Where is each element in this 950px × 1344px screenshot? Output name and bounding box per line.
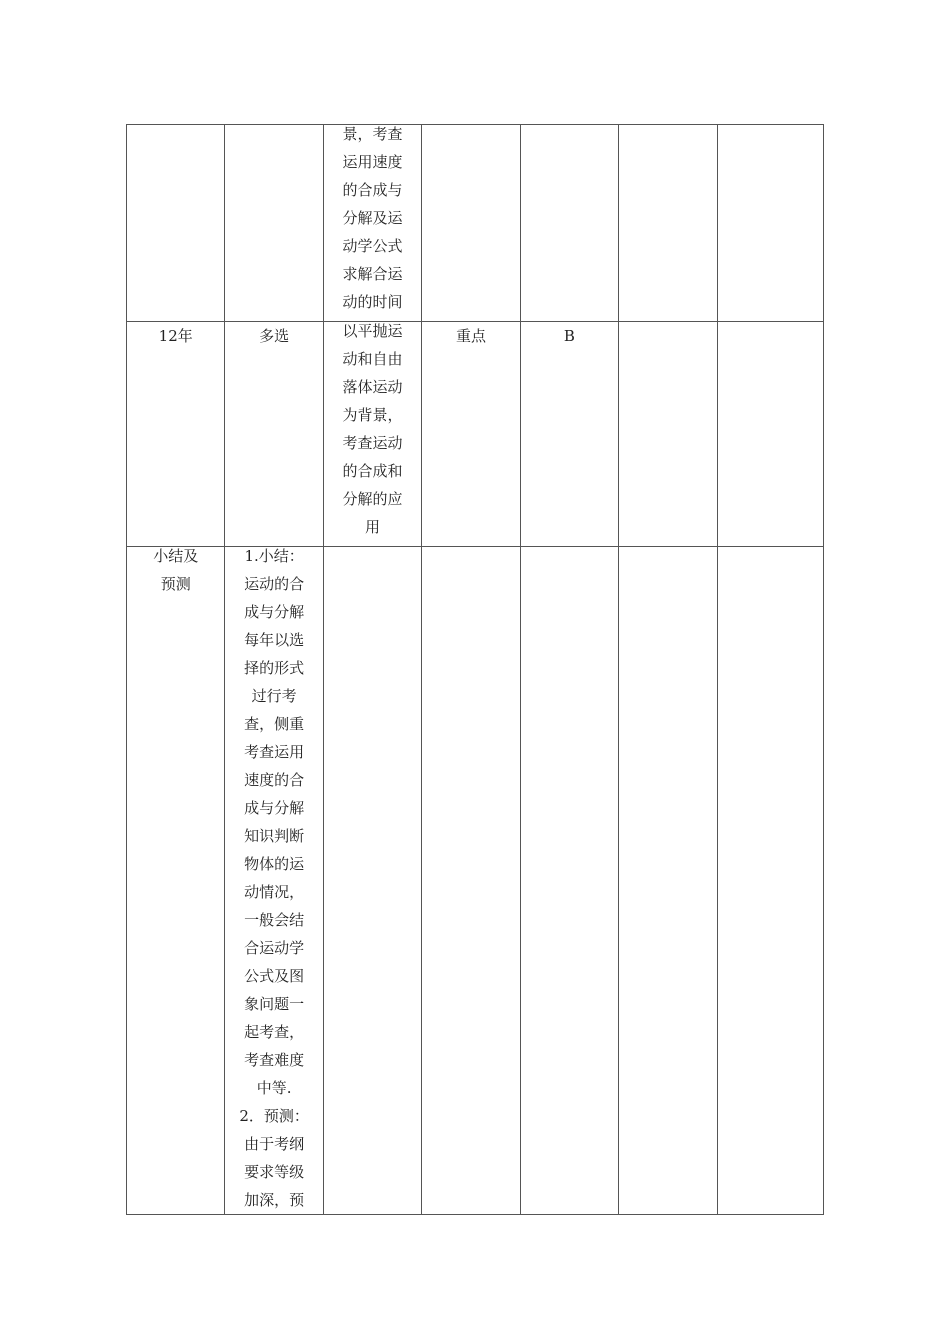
text-line: 合运动学 [244,939,305,957]
topic-cell [323,322,421,547]
text-line: 物体的运 [244,855,305,873]
text-line: 加深，预 [244,1191,305,1209]
text-line: 要求等级 [244,1163,305,1181]
table-row [127,322,824,547]
text-line: 落体运动 [342,378,403,396]
table-cell [225,125,323,322]
table-cell [422,547,520,1215]
importance-cell: 重点 [422,322,520,547]
text-line: 景，考查 [342,125,403,143]
text-line: 的合成和 [342,462,403,480]
table-cell [717,547,823,1215]
table-cell [717,322,823,547]
table-row [127,547,824,1215]
text-line: 成与分解 [244,799,305,817]
text-line: 分解的应 [342,490,403,508]
table-cell [520,125,618,322]
text-line: 动和自由 [342,350,403,368]
text-line: 运动的合 [244,575,305,593]
topic-text [324,317,421,541]
year-cell: 12年 [127,322,225,547]
summary-text [225,542,322,1214]
text-line: 动的时间 [342,293,403,311]
table-cell [520,547,618,1215]
table-row [127,125,824,322]
text-line: 运用速度 [342,153,403,171]
question-type-cell: 多选 [225,322,323,547]
text-line: 过行考 [251,687,297,705]
text-line: 求解合运 [342,265,403,283]
table-cell [619,322,717,547]
text-line: 成与分解 [244,603,305,621]
text-line: 用 [365,518,381,536]
text-line: 考查难度 [244,1051,305,1069]
text-line: 动学公式 [342,237,403,255]
topic-text [324,120,421,316]
text-line: 查，侧重 [244,715,305,733]
text-line: 小结及 [153,547,199,565]
table-cell [323,547,421,1215]
text-line: 考查运动 [342,434,403,452]
text-line: 考查运用 [244,743,305,761]
text-line: 动情况， [244,883,305,901]
text-line: 一般会结 [244,911,305,929]
text-line: 中等. [256,1079,292,1097]
text-line: 2．预测： [239,1107,309,1125]
text-line: 每年以选 [244,631,305,649]
summary-text-cell [225,547,323,1215]
table-cell [619,547,717,1215]
text-line: 的合成与 [342,181,403,199]
text-line: 为背景， [342,406,403,424]
text-line: 以平抛运 [342,322,403,340]
text-line: 1.小结： [244,547,304,565]
text-line: 起考查， [244,1023,305,1041]
summary-label-cell [127,547,225,1215]
text-line: 公式及图 [244,967,305,985]
text-line: 速度的合 [244,771,305,789]
text-line: 预测 [160,575,191,593]
table-cell [619,125,717,322]
table-cell [422,125,520,322]
text-line: 分解及运 [342,209,403,227]
grade-cell: B [520,322,618,547]
text-line: 象问题一 [244,995,305,1013]
topic-cell [323,125,421,322]
table-cell [717,125,823,322]
analysis-table [126,124,824,1215]
text-line: 择的形式 [244,659,305,677]
table-cell [127,125,225,322]
summary-label [127,542,224,598]
text-line: 知识判断 [244,827,305,845]
text-line: 由于考纲 [244,1135,305,1153]
